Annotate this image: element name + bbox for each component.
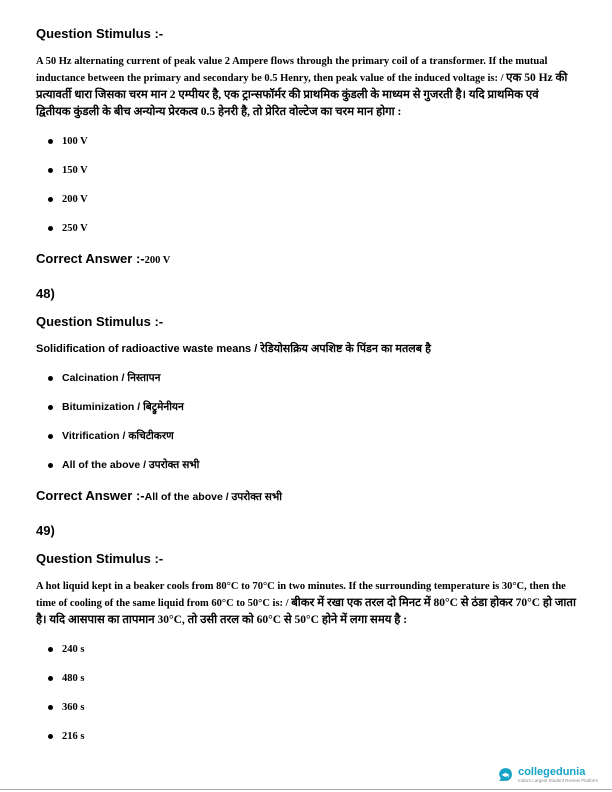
question-stimulus-heading: Question Stimulus :- — [36, 551, 164, 566]
question-block-49 — [36, 523, 576, 743]
option-item: 360 s — [36, 701, 576, 714]
question-text-hindi: बीकर में रखा एक तरल दो मिनट में 80°C से ठंडा होकर 70°C हो जाता है। यदि आसपास का तापमान 30°C, तो उसी तरल को 60°C से 50°C होने में लगा समय है : — [36, 597, 576, 626]
option-item: 240 s — [36, 643, 576, 656]
logo-name: collegedunia — [518, 766, 586, 778]
correct-answer-label: Correct Answer :- — [36, 251, 145, 266]
question-text: Solidification of radioactive waste means / रेडियोसक्रिय अपशिष्ट के पिंडन का मतलब है — [36, 343, 431, 355]
question-block-47 — [36, 26, 576, 268]
option-item: 250 V — [36, 222, 576, 235]
correct-answer-line — [36, 251, 576, 268]
question-text — [36, 53, 576, 121]
page-bottom-divider — [0, 789, 612, 790]
question-block-48 — [36, 286, 576, 505]
option-item: 100 V — [36, 135, 576, 148]
collegedunia-logo — [497, 766, 598, 784]
question-number: 49) — [36, 523, 55, 538]
question-number: 48) — [36, 286, 55, 301]
question-stimulus-heading: Question Stimulus :- — [36, 26, 164, 41]
correct-answer-label: Correct Answer :- — [36, 488, 145, 503]
question-text-hindi: एक 50 Hz की प्रत्यावर्ती धारा जिसका चरम मान 2 एम्पीयर है, एक ट्रान्सफॉर्मर की प्राथमिक कुंडली के माध्यम से गुजरती है। यदि प्राथमिक एवं द्वितीयक कुंडली के बीच अन्योन्य प्रेरकत्व 0.5 हेनरी है, तो प्रेरित वोल्टेज का चरम मान होगा : — [36, 72, 568, 118]
option-item: Vitrification / कचिटीकरण — [36, 430, 576, 443]
collegedunia-icon — [497, 766, 514, 783]
question-text-english: A 50 Hz alternating current of peak value 2 Ampere flows through the primary coil of a transformer. If the mutual inductance between the primary and secondary be 0.5 Henry, then peak value of the induced voltage is: / — [36, 56, 548, 84]
correct-answer-value: All of the above / उपरोक्त सभी — [144, 491, 282, 503]
option-item: 216 s — [36, 730, 576, 743]
question-text-english: A hot liquid kept in a beaker cools from 80°C to 70°C in two minutes. If the surrounding temperature is 30°C, then the time of cooling of the same liquid from 60°C to 50°C is: / — [36, 581, 566, 609]
options-list — [36, 643, 576, 743]
option-item: Calcination / निस्तापन — [36, 372, 576, 385]
correct-answer-line — [36, 488, 576, 505]
option-item: 150 V — [36, 164, 576, 177]
options-list — [36, 372, 576, 472]
question-text — [36, 578, 576, 629]
option-item: Bituminization / बिट्रुमेनीयन — [36, 401, 576, 414]
option-item: All of the above / उपरोक्त सभी — [36, 459, 576, 472]
logo-texts — [518, 766, 598, 784]
logo-tagline: India's Largest Student Review Platform — [518, 778, 598, 783]
correct-answer-value: 200 V — [144, 255, 171, 266]
options-list — [36, 135, 576, 235]
option-item: 200 V — [36, 193, 576, 206]
option-item: 480 s — [36, 672, 576, 685]
question-stimulus-heading: Question Stimulus :- — [36, 314, 164, 329]
